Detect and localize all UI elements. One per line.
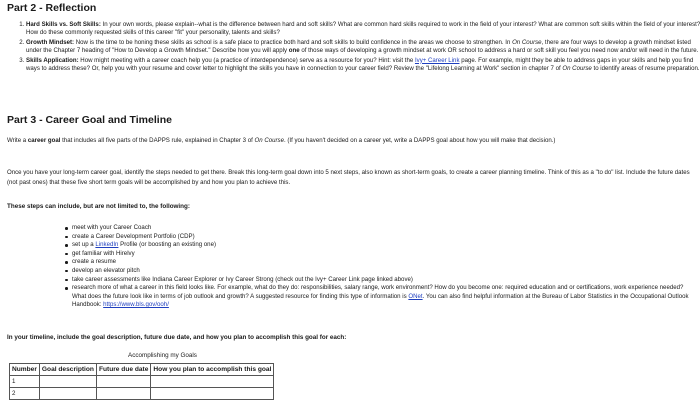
table-cell: 2 [10,388,40,400]
list-item [72,284,698,310]
list-item [26,57,700,74]
table-cell[interactable] [39,376,96,388]
steps-list [64,224,698,310]
table-header-row [10,364,274,376]
text: Write a [7,137,28,144]
text: that includes all five parts of the DAPPS rule, explained in Chapter 3 of [60,137,255,144]
table-cell[interactable] [96,376,150,388]
list-item: develop an elevator pitch [72,267,698,276]
column-header: How you plan to accomplish this goal [151,364,274,376]
table-row [10,376,274,388]
list-item: meet with your Career Coach [72,224,698,233]
bls-link[interactable]: https://www.bls.gov/ooh/ [103,301,169,309]
steps-heading: These steps can include, but are not limited to, the following: [7,203,190,210]
reflection-list [16,21,700,74]
list-item: take career assessments like Indiana Career Explorer or Ivy Career Strong (check out the Ivy+ Career Link page linked above) [72,276,698,285]
item-text: page. For example, might they be able to address gaps in your skills and help you find ways to address these? Or, help you with your resume and cover letter to highlight the skills you have in connection to your career field? Review the "Lifelong Learning at Work" section in chapter 7 of [26,56,694,73]
table-cell[interactable] [39,388,96,400]
list-item [72,241,698,250]
table-cell: 1 [10,376,40,388]
list-item: create a resume [72,258,698,267]
onet-link[interactable]: ONet [408,292,423,300]
text: research more of what a career in this field looks like. For example, what do they do: responsibilities, salary range, work environment? How do you become one: required education and or certifications, work experience needed? What does the future look like in terms of job outlook and growth? A suggested resource for finding this type of information is [72,284,684,300]
text: Profile (or boosting an existing one) [118,241,216,249]
ivy-career-link[interactable]: Ivy+ Career Link [414,56,460,64]
column-header: Goal description [39,364,96,376]
item-text: How might meeting with a career coach help you (a practice of interdependence) serve as a resource for you? Hint: visit the [78,56,415,64]
list-item: create a Career Development Portfolio (CDP) [72,233,698,242]
table-cell[interactable] [151,388,274,400]
text: . (If you haven't decided on a career yet, write a DAPPS goal about how you will make that decision.) [283,137,556,144]
emphasis: one [288,47,300,55]
column-header: Future due date [96,364,150,376]
item-title: Skills Application: [26,56,79,64]
item-text: to identify areas of resume preparation. [591,65,700,73]
item-text: of those ways of developing a growth mindset at work OR school to address a hard or soft skill you feel you need now and/or will need in the future. [299,47,699,55]
part3-heading: Part 3 - Career Goal and Timeline [7,114,172,126]
list-item: get familiar with Hirelvy [72,250,698,259]
book-title: On Course [562,65,592,73]
item-text: In your own words, please explain--what is the difference between hard and soft skills? What are common hard skills required to work in the field of your interest? What are common soft skills within the field of your interest? How do these commonly requested skills of this career "fit" your personality, talents and skills? [26,21,700,37]
table-cell[interactable] [96,388,150,400]
emphasis: career goal [27,137,61,144]
item-title: Growth Mindset: [26,38,75,46]
book-title: On Course [254,137,284,144]
table-caption: Accomplishing my Goals [128,352,197,359]
steps-paragraph: Once you have your long-term career goal, identify the steps needed to get there. Break this long-term goal down into 5 next steps, also known as short-term goals, to create a career planning timeline. Think of this as a "to do" list. Include the future dates (not past ones) that these five short term goals will be accomplished by and how you plan to achieve this. [7,169,690,186]
linkedin-link[interactable]: LinkedIn [95,241,119,249]
goals-table [9,363,274,400]
list-item [26,21,700,38]
timeline-instruction: In your timeline, include the goal description, future due date, and how you plan to accomplish this goal for each: [7,334,347,341]
item-text: Now is the time to be honing these skills as school is a safe place to practice both hard and soft skills to build confidence in the areas we choose to strengthen. In [74,38,513,46]
text: set up a [72,241,96,249]
text: . You can also find helpful information at the Bureau of Labor Statistics in the Occupational Outlook Handbook: [72,292,689,309]
column-header: Number [10,364,40,376]
item-title: Hard Skills vs. Soft Skills: [26,21,101,28]
item-text: , there are four ways to develop a growth mindset listed under the Chapter 7 heading of "How to Develop a Growth Mindset." Describe how you will apply [26,38,691,55]
part2-heading: Part 2 - Reflection [7,2,97,14]
table-cell[interactable] [151,376,274,388]
table-row [10,388,274,400]
career-goal-paragraph [7,136,693,146]
book-title: On Course [512,38,542,46]
list-item [26,39,700,56]
